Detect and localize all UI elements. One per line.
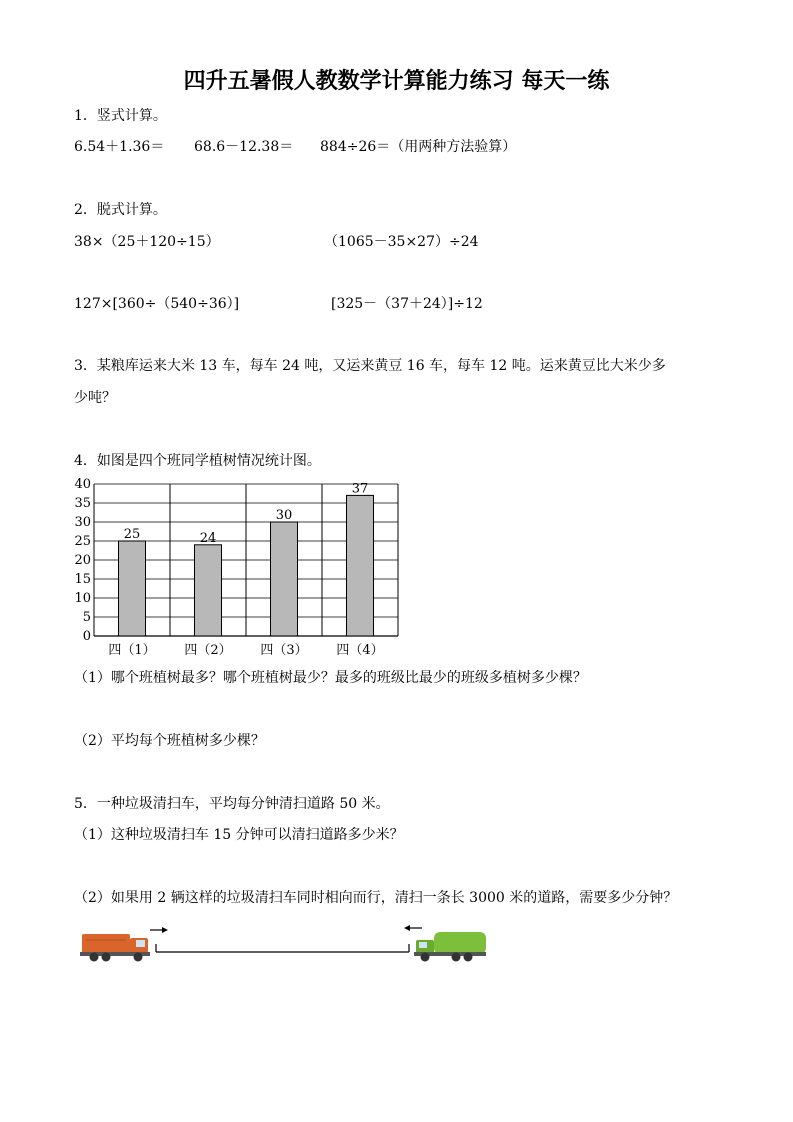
q2-item-2: （1065－35×27）÷24 bbox=[324, 234, 479, 250]
bar-value-label: 37 bbox=[351, 481, 369, 497]
q5-sub-2: （2）如果用 2 辆这样的垃圾清扫车同时相向而行，清扫一条长 3000 米的道路，需要多少分钟？ bbox=[74, 890, 678, 906]
y-tick-label: 30 bbox=[74, 515, 91, 530]
bar-value-label: 25 bbox=[123, 527, 141, 542]
q2-item-3: 127×[360÷（540÷36）] bbox=[74, 296, 240, 312]
x-category-label: 四（3） bbox=[260, 643, 308, 658]
y-tick-label: 25 bbox=[74, 534, 91, 549]
page-title: 四升五暑假人教数学计算能力练习 每天一练 bbox=[183, 69, 610, 94]
y-tick-label: 0 bbox=[82, 629, 91, 644]
q5-heading: 5．一种垃圾清扫车，平均每分钟清扫道路 50 米。 bbox=[74, 796, 390, 812]
q2-item-1: 38×（25＋120÷15） bbox=[74, 234, 220, 250]
q2-item-4: [325－（37＋24）]÷12 bbox=[331, 296, 483, 312]
x-category-label: 四（1） bbox=[108, 643, 156, 658]
right-garbage-truck-icon bbox=[414, 932, 486, 962]
bar bbox=[195, 545, 222, 636]
q4-heading: 4．如图是四个班同学植树情况统计图。 bbox=[74, 453, 321, 469]
truck-illustration bbox=[76, 918, 496, 964]
y-tick-label: 15 bbox=[74, 572, 91, 587]
q3-line-2: 少吨？ bbox=[74, 390, 116, 406]
q1-item-3: 884÷26＝（用两种方法验算） bbox=[320, 139, 517, 155]
y-tick-label: 10 bbox=[74, 591, 91, 606]
q4-sub-1: （1）哪个班植树最多？哪个班植树最少？最多的班级比最少的班级多植树多少棵？ bbox=[74, 670, 587, 686]
bar bbox=[119, 541, 146, 636]
q4-sub-2: （2）平均每个班植树多少棵？ bbox=[74, 733, 265, 749]
x-category-label: 四（2） bbox=[184, 643, 232, 658]
y-tick-label: 20 bbox=[74, 553, 91, 568]
q1-item-2: 68.6－12.38＝ bbox=[194, 139, 294, 155]
q2-heading: 2．脱式计算。 bbox=[74, 202, 167, 218]
bar-value-label: 30 bbox=[275, 508, 293, 523]
bar bbox=[347, 495, 374, 636]
y-tick-label: 35 bbox=[74, 496, 91, 511]
q1-heading: 1．竖式计算。 bbox=[74, 108, 167, 124]
q5-sub-1: （1）这种垃圾清扫车 15 分钟可以清扫道路多少米？ bbox=[74, 827, 404, 843]
y-tick-label: 5 bbox=[82, 610, 91, 625]
q1-item-1: 6.54＋1.36＝ bbox=[74, 139, 165, 155]
bar bbox=[271, 522, 298, 636]
q3-line-1: 3．某粮库运来大米 13 车，每车 24 吨，又运来黄豆 16 车，每车 12 吨。运来黄豆比大米少多 bbox=[74, 358, 666, 374]
y-tick-label: 40 bbox=[74, 477, 91, 492]
left-garbage-truck-icon bbox=[80, 934, 150, 962]
bar-chart bbox=[60, 474, 410, 660]
bar-value-label: 24 bbox=[199, 530, 217, 546]
x-category-label: 四（4） bbox=[336, 643, 384, 658]
